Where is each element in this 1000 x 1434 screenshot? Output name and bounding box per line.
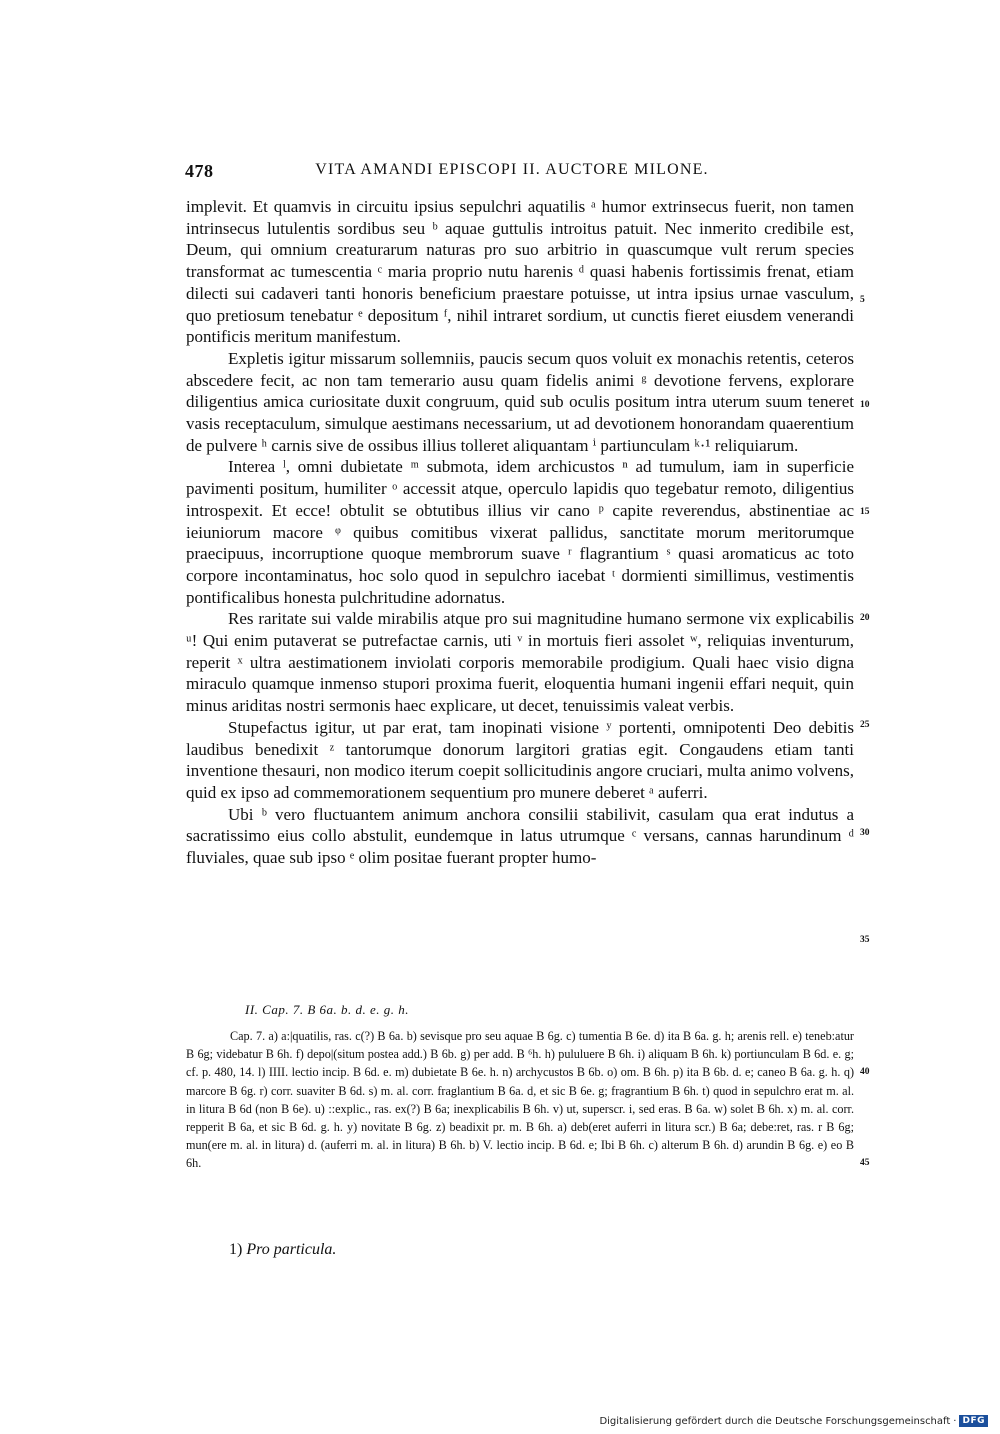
- paragraph: Ubi ᵇ vero fluctuantem animum anchora consilii stabilivit, casulam qua erat indutus a sacratissimo eius collo abstulit, eundemque in latus utrumque ᶜ versans, cannas harundinum ᵈ fluviales, quae sub ipso ᵉ olim positae fuerant propter humo-: [186, 804, 854, 868]
- running-header: VITA AMANDI EPISCOPI II. AUCTORE MILONE.: [315, 161, 709, 178]
- footnote-mark: 1): [229, 1241, 243, 1258]
- main-text-block: [186, 196, 854, 869]
- line-number: 5: [860, 295, 865, 305]
- paragraph: Stupefactus igitur, ut par erat, tam inopinati visione ʸ portenti, omnipotenti Deo debitis laudibus benedixit ᶻ tantorumque donorum largitori gratias egit. Congaudens etiam tanti inventione thesauri, non modico iterum coepit sollicitudinis angore cruciari, multa animo volvens, quid ex ipso ad commemorationem sequentium pro munere deberet ᵃ auferri.: [186, 717, 854, 802]
- line-number: 20: [860, 613, 870, 623]
- page-number: 478: [185, 161, 214, 181]
- line-number: 10: [860, 400, 870, 410]
- digitization-credit: Digitalisierung gefördert durch die Deutsche Forschungsgemeinschaft · DFG: [599, 1415, 988, 1427]
- line-number: 30: [860, 828, 870, 838]
- footnote-text: Pro particula.: [246, 1241, 337, 1258]
- paragraph: Res raritate sui valde mirabilis atque pro sui magnitudine humano sermone vix explicabilis ᵘ! Qui enim putaverat se putrefactae carnis, uti ᵛ in mortuis fieri assolet ʷ, reliquias inventurum, reperit ˣ ultra aestimationem inviolati corporis memorabile prodigium. Quali haec visio digna miraculo quamque inmenso stupori proxima fuerit, eloquentia humani ingenii effari nequit, quin minus ariditas nostri sermonis haec explicare, ut decet, tenuissimis valeat verbis.: [186, 609, 854, 716]
- line-number: 15: [860, 507, 870, 517]
- line-number: 45: [860, 1158, 870, 1168]
- dfg-logo-icon: DFG: [959, 1415, 988, 1427]
- apparatus-header: II. Cap. 7. B 6a. b. d. e. g. h.: [245, 1002, 410, 1017]
- footnote: [229, 1241, 336, 1259]
- apparatus-text: Cap. 7. a) a:|quatilis, ras. c(?) B 6a. b) sevisque pro seu aquae B 6g. c) tumentia B 6e. d) ita B 6a. g. h; arenis rell. e) teneb:atur B 6g; videbatur B 6h. f) depo|(situm postea add.) B 6b. g) per add. B ⁶h. h) pululuere B 6h. i) aliquam B 6h. k) portiunculam B 6d. e. g; cf. p. 480, 14. l) IIII. lectio incip. B 6d. e. m) dubietate B 6e. h. n) archycustos B 6b. o) om. B 6h. p) ita B 6b. d. e; caneo B 6a. g. h. q) marcore B 6g. r) corr. suaviter B 6d. s) m. al. corr. fraglantium B 6a. d, et sic B 6e. g; fragrantium B 6h. t) quod in sepulchro erat m. al. in litura B 6d (non B 6e). u) ::explic., ras. ex(?) B 6a; inexplicabilis B 6h. v) ut, superscr. i, sed eras. B 6a. w) solet B 6h. x) m. al. corr. repperit B 6a, et sic B 6d. g. h. y) novitate B 6g. z) beadixit pr. m. B 6h. a) deb(eret auferri in litura scr.) B 6a; debe:ret, ras. r B 6g; mun(ere m. al. in litura) d. (auferri m. al. in litura) B 6h. b) V. lectio incip. B 6d. e; Ibi B 6h. c) alterum B 6h. d) arundin B 6g. e) eo B 6h.: [186, 1029, 854, 1171]
- line-number: 40: [860, 1067, 870, 1077]
- critical-apparatus: [186, 1027, 854, 1173]
- credit-text: Digitalisierung gefördert durch die Deutsche Forschungsgemeinschaft: [599, 1415, 951, 1427]
- line-number: 35: [860, 935, 870, 945]
- paragraph: implevit. Et quamvis in circuitu ipsius sepulchri aquatilis ᵃ humor extrinsecus fuerit, non tamen intrinsecus lutulentis sordibus seu ᵇ aquae guttulis introitus patuit. Nec inmerito credibile est, Deum, qui omnium creaturarum naturas pro suo arbitrio in quascumque vult rerum species transformat ac tumescentia ᶜ maria proprio nutu harenis ᵈ quasi habenis fortissimis frenat, etiam dilecti sui cadaveri tanti honoris beneficium praestare potuisse, ut intra ipsius urnae vasculum, quo pretiosum tenebatur ᵉ depositum ᶠ, nihil intraret sordium, ut cunctis fieret eiusdem venerandi pontificis meritum manifestum.: [186, 197, 854, 347]
- paragraph: Interea ˡ, omni dubietate ᵐ submota, idem archicustos ⁿ ad tumulum, iam in superficie pavimenti positum, humiliter ᵒ accessit atque, operculo lapidis quo tegebatur remoto, diligentius introspexit. Et ecce! obtulit se obtutibus illius vir cano ᵖ capite reverendus, abstinentiae ac ieiuniorum macore ᵠ quibus comitibus vixerat pallidus, sanctitate morum meritorumque praecipuus, incorruptione quoque membrorum suave ʳ flagrantium ˢ quasi aromaticus ac toto corpore incontaminatus, hoc solo quod in sepulchro iacebat ᵗ dormienti simillimus, vestimentis pontificalibus honesta pulchritudine adornatus.: [186, 457, 854, 607]
- line-number: 25: [860, 720, 870, 730]
- paragraph: Expletis igitur missarum sollemniis, paucis secum quos voluit ex monachis retentis, ceteros abscedere fecit, ac non tam temerario ausu quam fidelis animi ᵍ devotione fervens, explorare diligentius amica curiositate duxit congruum, quid sub oculis positum intra uterum suum teneret vasis receptaculum, simulque aestimans necessarium, ut ad devotionem honorandam quaerentium de pulvere ʰ carnis sive de ossibus illius tolleret aliquantam ⁱ partiunculam ᵏ·¹ reliquiarum.: [186, 348, 854, 455]
